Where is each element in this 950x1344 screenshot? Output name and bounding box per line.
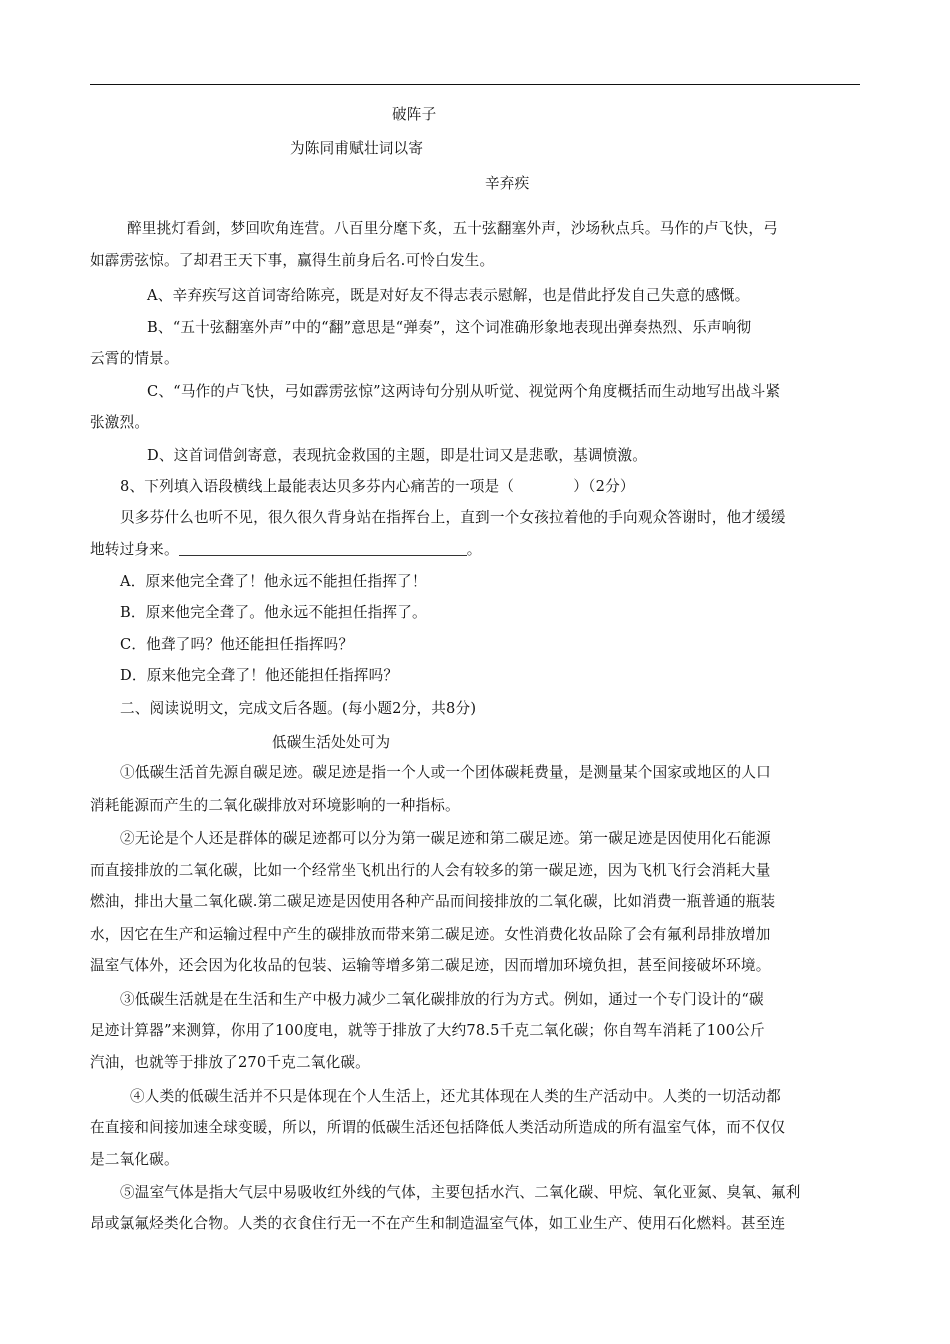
paragraph-line: 是二氧化碳。 (90, 1151, 179, 1168)
option-b: B、“五十弦翻塞外声”中的“翻”意思是“弹奏”，这个词准确形象地表现出弹奏热烈、乐声响彻 (147, 319, 752, 336)
paragraph-line: ④人类的低碳生活并不只是体现在个人生活上，还尤其体现在人类的生产活动中。人类的一切活动都 (130, 1088, 781, 1105)
section-heading: 二、阅读说明文，完成文后各题。(每小题2分，共8分) (120, 700, 477, 717)
paragraph-line: 在直接和间接加速全球变暖，所以，所谓的低碳生活还包括降低人类活动所造成的所有温室气体，而不仅仅 (90, 1119, 786, 1136)
q8-passage: 贝多芬什么也听不见，很久很久背身站在指挥台上，直到一个女孩拉着他的手向观众答谢时，他才缓缓 (120, 509, 786, 526)
option-b-cont: 云霄的情景。 (90, 350, 179, 367)
q8-passage-text: 地转过身来。 (90, 541, 179, 558)
option-c: C、“马作的卢飞快，弓如霹雳弦惊”这两诗句分别从听觉、视觉两个角度概括而生动地写出战斗紧 (147, 383, 781, 400)
paragraph-line: ③低碳生活就是在生活和生产中极力减少二氧化碳排放的行为方式。例如，通过一个专门设计的“碳 (120, 991, 764, 1008)
paragraph-line: 而直接排放的二氧化碳，比如一个经常坐飞机出行的人会有较多的第一碳足迹，因为飞机飞行会消耗大量 (90, 862, 771, 879)
paragraph-line: 昂或氯氟烃类化合物。人类的衣食住行无一不在产生和制造温室气体，如工业生产、使用石化燃料。甚至连 (90, 1215, 786, 1232)
paragraph-line: ①低碳生活首先源自碳足迹。碳足迹是指一个人或一个团体碳耗费量，是测量某个国家或地区的人口 (120, 764, 771, 781)
paragraph-line: ⑤温室气体是指大气层中易吸收红外线的气体，主要包括水汽、二氧化碳、甲烷、氧化亚氮、臭氧、氟利 (120, 1184, 801, 1201)
header-rule (90, 84, 860, 85)
q8-option: A．原来他完全聋了！他永远不能担任指挥了！ (120, 573, 427, 590)
paragraph-line: 足迹计算器”来测算，你用了100度电，就等于排放了大约78.5千克二氧化碳；你自驾车消耗了100公斤 (90, 1022, 765, 1039)
article-title: 低碳生活处处可为 (272, 734, 391, 751)
poem-title: 破阵子 (392, 106, 437, 123)
paragraph-line: 水，因它在生产和运输过程中产生的碳排放而带来第二碳足迹。女性消费化妆品除了会有氟利昂排放增加 (90, 926, 771, 943)
poem-text-line: 醉里挑灯看剑，梦回吹角连营。八百里分麾下炙，五十弦翻塞外声，沙场秋点兵。马作的卢飞快，弓 (127, 220, 778, 237)
question-8-stem: 8、下列填入语段横线上最能表达贝多芬内心痛苦的一项是（ ）（2分） (120, 478, 635, 495)
poem-subtitle: 为陈同甫赋壮词以寄 (290, 140, 424, 157)
poem-text-line: 如霹雳弦惊。了却君王天下事，赢得生前身后名.可怜白发生。 (90, 252, 495, 269)
paragraph-line: 燃油，排出大量二氧化碳.第二碳足迹是因使用各种产品而间接排放的二氧化碳，比如消费一瓶普通的瓶装 (90, 893, 776, 910)
option-c-cont: 张激烈。 (90, 414, 150, 431)
q8-option: B．原来他完全聋了。他永远不能担任指挥了。 (120, 604, 427, 621)
q8-option: D．原来他完全聋了！他还能担任指挥吗？ (120, 667, 399, 684)
option-d: D、这首词借剑寄意，表现抗金救国的主题，即是壮词又是悲歌，基调愤激。 (147, 447, 648, 464)
q8-option: C．他聋了吗？他还能担任指挥吗？ (120, 636, 354, 653)
paragraph-line: 消耗能源而产生的二氧化碳排放对环境影响的一种指标。 (90, 797, 460, 814)
answer-blank (179, 541, 467, 556)
paragraph-line: 汽油，也就等于排放了270千克二氧化碳。 (90, 1054, 370, 1071)
paragraph-line: 温室气体外，还会因为化妆品的包装、运输等增多第二碳足迹，因而增加环境负担，甚至间接破坏环境。 (90, 957, 771, 974)
option-a: A、辛弃疾写这首词寄给陈亮，既是对好友不得志表示慰解，也是借此抒发自己失意的感慨。 (147, 287, 750, 304)
q8-passage-end: 。 (466, 541, 482, 558)
q8-passage-cont (90, 540, 482, 560)
poem-author: 辛弃疾 (485, 175, 530, 192)
paragraph-line: ②无论是个人还是群体的碳足迹都可以分为第一碳足迹和第二碳足迹。第一碳足迹是因使用化石能源 (120, 830, 771, 847)
